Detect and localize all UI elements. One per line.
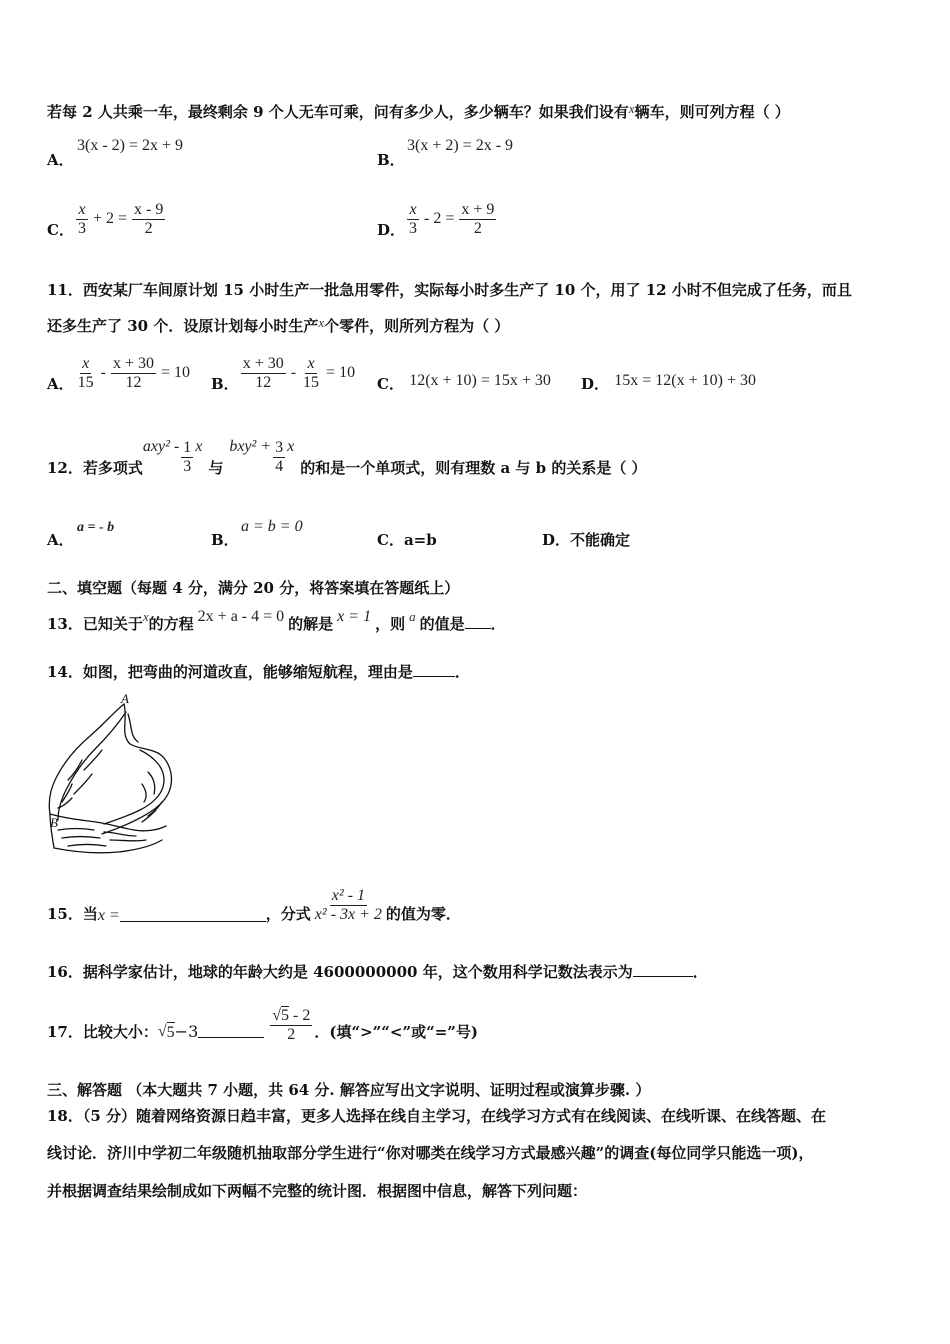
q11-line1: 11．西安某厂车间原计划 15 小时生产一批急用零件，实际每小时多生产了 10 个，用了 12 小时不但完成了任务，而且 (47, 281, 852, 299)
q10-stem (47, 102, 790, 123)
q10-d-f1-den: 3 (409, 219, 418, 237)
q16-end: ． (692, 963, 708, 981)
q13-answer-blank[interactable] (465, 614, 491, 629)
q12-prefix: 12．若多项式 (47, 459, 143, 477)
q11-line2 (47, 316, 509, 337)
q13-c: 的解是 (288, 615, 334, 633)
q11-line2-text: 还多生产了 30 个．设原计划每小时生产 (47, 317, 319, 335)
q12-poly2 (229, 439, 294, 476)
q11-option-a[interactable] (47, 350, 190, 396)
q14 (47, 662, 470, 682)
q10-c-f2-num: x - 9 (134, 200, 164, 218)
q11-option-c-math: 12(x + 10) = 15x + 30 (409, 372, 551, 389)
q11-option-d-label: D． (581, 375, 610, 393)
q12-poly2-num: 3 (275, 438, 284, 456)
q12-poly2-den: 4 (275, 457, 284, 475)
q12-poly1-den: 3 (183, 457, 192, 475)
q11-option-c[interactable] (377, 374, 551, 395)
q10-d-f1-num: x (409, 200, 417, 218)
q15-num: x² - 1 (331, 886, 365, 904)
q15-b: ，分式 (265, 905, 311, 923)
q11-b-tail: = 10 (326, 364, 356, 381)
q10-stem-tail: 辆车，则可列方程（ ） (634, 103, 790, 121)
q12-stem (47, 434, 647, 480)
q10-option-d[interactable] (377, 196, 498, 242)
q17-c: ．(填“>”“<”或“=”号) (314, 1023, 479, 1041)
q10-d-f2-den: 2 (473, 219, 482, 237)
q10-option-b-label: B． (377, 151, 405, 169)
river-drawing (44, 690, 184, 865)
q12-option-b[interactable] (211, 518, 303, 550)
q13-d: ，则 (375, 615, 406, 633)
q13-e: 的值是 (419, 615, 465, 633)
q13-equation: 2x + a - 4 = 0 (197, 608, 285, 625)
q13-f: ． (490, 615, 506, 633)
q18-line1: 18．（5 分）随着网络资源日趋丰富，更多人选择在线自主学习，在线学习方式有在线阅读、在线听课、在线答题、在 (47, 1107, 827, 1125)
q11-option-a-label: A． (47, 375, 74, 393)
q10-option-c-label: C． (47, 221, 74, 239)
q12-suffix: 的和是一个单项式，则有理数 a 与 b 的关系是（ ） (300, 459, 647, 477)
q11-b-f1-num: x + 30 (242, 354, 284, 372)
q15-var: x = (97, 907, 120, 924)
q12-option-a[interactable] (47, 520, 115, 550)
section-2-title: 二、填空题（每题 4 分，满分 20 分，将答案填在答题纸上） (47, 579, 460, 597)
q10-option-b-math: 3(x + 2) = 2x - 9 (407, 137, 514, 154)
q11-b-mid: - (290, 364, 297, 381)
q17-sqrt5: √ 5 (157, 1023, 175, 1041)
q11-option-b-label: B． (211, 375, 239, 393)
q13 (47, 608, 506, 635)
q10-c-f1-num: x (78, 200, 86, 218)
q14-text: 14．如图，把弯曲的河道改直，能够缩短航程，理由是 (47, 663, 413, 681)
q12-option-c[interactable]: C．a=b (377, 531, 437, 549)
q12-poly2-a: bxy² + (229, 438, 272, 455)
q10-d-mid: - 2 = (424, 210, 455, 227)
q10-option-a-math: 3(x - 2) = 2x + 9 (77, 137, 184, 154)
section-3-title: 三、解答题 （本大题共 7 小题，共 64 分. 解答应写出文字说明、证明过程或演算步骤. ） (47, 1081, 651, 1099)
q12-option-d[interactable]: D．不能确定 (542, 531, 631, 549)
q18-line2: 线讨论．济川中学初二年级随机抽取部分学生进行“你对哪类在线学习方式最感兴趣”的调查(每位同学只能选一项)， (47, 1144, 814, 1162)
q16-answer-blank[interactable] (633, 962, 693, 977)
q17-num-tail: - 2 (293, 1006, 311, 1024)
q15-c: 的值为零． (385, 905, 461, 923)
q18-line3: 并根据调查结果绘制成如下两幅不完整的统计图．根据图中信息，解答下列问题： (47, 1182, 588, 1200)
q11-option-b[interactable] (211, 350, 355, 396)
q10-option-c[interactable] (47, 196, 167, 242)
q10-d-f2-num: x + 9 (461, 200, 495, 218)
q10-c-f2-den: 2 (144, 219, 153, 237)
q10-option-b[interactable] (377, 136, 514, 169)
q17-sqrt5-rad: 5 (166, 1023, 175, 1041)
q11-option-d-math: 15x = 12(x + 10) + 30 (614, 372, 756, 389)
q10-option-d-math (405, 201, 498, 238)
q10-option-a-label: A． (47, 151, 74, 169)
q11-line2-tail: 个零件，则所列方程为（ ） (324, 317, 510, 335)
q12-poly1-num: 1 (183, 438, 192, 456)
q17-den: 2 (287, 1025, 296, 1043)
q12-poly1-b: x (195, 438, 203, 455)
q15-den: x² - 3x + 2 (314, 905, 382, 923)
q11-var: x (318, 315, 325, 330)
q12-option-a-label: A． (47, 531, 74, 549)
q17-b: −3 (174, 1022, 199, 1041)
q11-b-f1-den: 12 (255, 373, 272, 391)
q11-a-f1-num: x (82, 354, 90, 372)
q11-a-f2-den: 12 (125, 373, 142, 391)
q13-var2: a (409, 609, 416, 624)
q12-poly2-b: x (287, 438, 295, 455)
river-figure (44, 690, 184, 865)
q12-option-b-math: a = b = 0 (241, 518, 303, 535)
q14-end: ． (454, 663, 470, 681)
q11-option-d[interactable] (581, 374, 756, 395)
q11-option-b-math (239, 355, 355, 392)
q10-option-a[interactable] (47, 136, 184, 169)
q16 (47, 962, 708, 982)
q15-a: 15．当 (47, 905, 98, 923)
q16-text: 16．据科学家估计，地球的年龄大约是 4600000000 年，这个数用科学记数法表示为 (47, 963, 633, 981)
q10-option-c-math (74, 201, 167, 238)
q12-option-b-label: B． (211, 531, 239, 549)
q11-b-f2-den: 15 (303, 373, 320, 391)
q14-answer-blank[interactable] (413, 662, 455, 677)
q10-stem-text: 若每 2 人共乘一车，最终剩余 9 个人无车可乘，问有多少人，多少辆车？如果我们设有 (47, 103, 629, 121)
q17-a: 17．比较大小： (47, 1023, 158, 1041)
q17-num-rad: 5 (281, 1006, 290, 1024)
point-b-label: B (50, 815, 58, 830)
q10-option-d-label: D． (377, 221, 406, 239)
q11-a-tail: = 10 (161, 364, 191, 381)
q11-option-a-math (74, 355, 190, 392)
q12-poly1 (143, 439, 202, 476)
q11-a-f2-num: x + 30 (112, 354, 154, 372)
q11-a-mid: - (100, 364, 106, 381)
q15-answer-blank[interactable] (120, 907, 266, 922)
q10-var: x (628, 101, 635, 116)
q10-c-mid: + 2 = (92, 210, 127, 227)
q13-var: x (142, 609, 149, 624)
q17: 17．比较大小： √ 5 −3 $\frac{√5 - 2}{2}$ ．(填“>”“<”或“=”号) (47, 1006, 479, 1043)
q13-a: 13．已知关于 (47, 615, 143, 633)
q12-option-a-math: a = - b (77, 520, 115, 535)
q12-mid: 与 (208, 459, 224, 477)
q11-a-f1-den: 15 (77, 373, 94, 391)
q10-c-f1-den: 3 (77, 219, 86, 237)
q13-b: 的方程 (148, 615, 194, 633)
point-a-label: A (121, 691, 129, 706)
q15 (47, 880, 461, 930)
q17-answer-blank[interactable] (198, 1023, 264, 1038)
q11-option-c-label: C． (377, 375, 404, 393)
q13-solution: x = 1 (337, 608, 372, 625)
q12-poly1-a: axy² - (142, 438, 180, 455)
q11-b-f2-num: x (307, 354, 315, 372)
